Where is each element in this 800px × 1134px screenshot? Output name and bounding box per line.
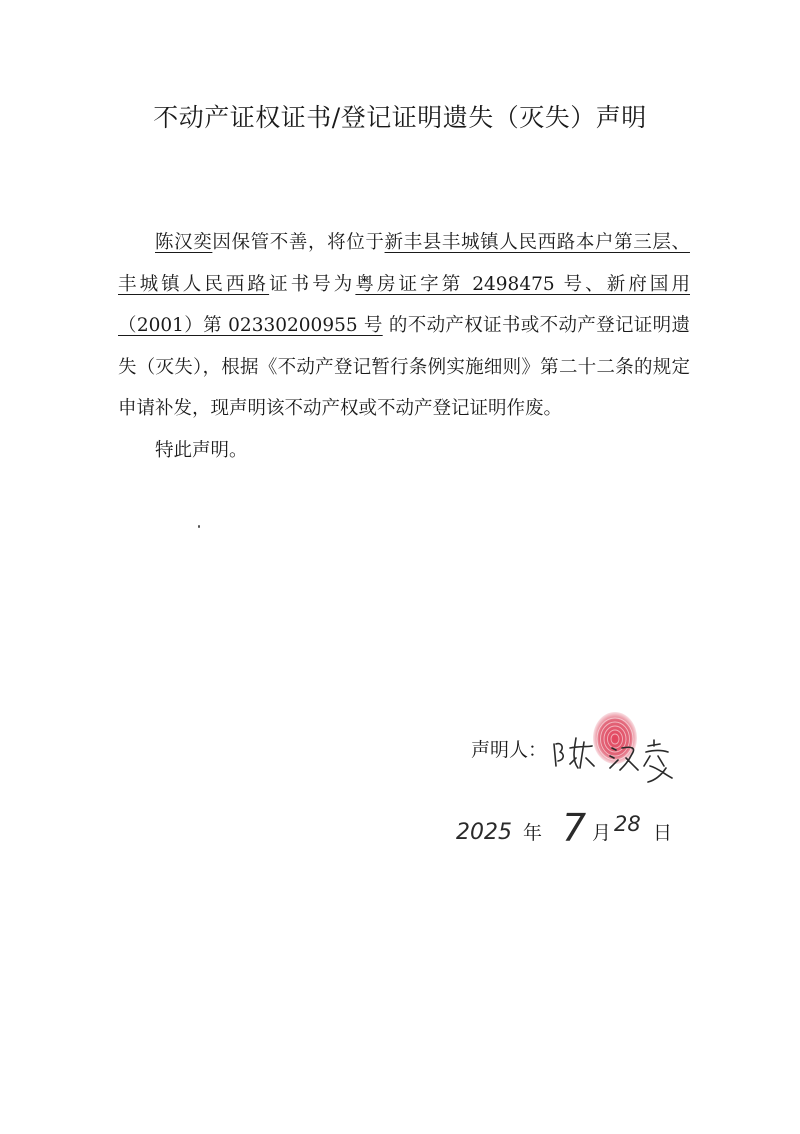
date-line [452, 800, 682, 870]
certificate-number: 粤房证字第 2498475 号、新府国用（2001）第 02330200955 号 [118, 273, 690, 336]
date-year-unit: 年 [523, 822, 543, 844]
declarant-label: 声明人： [471, 739, 548, 761]
date-day-unit: 日 [653, 822, 673, 844]
declaration-body [118, 222, 690, 471]
paragraph-text-1: 因保管不善，将位于 [212, 232, 385, 253]
declaration-paragraph [118, 222, 690, 430]
closing-statement: 特此声明。 [155, 439, 248, 461]
date-year: 2025 [456, 820, 512, 845]
paragraph-text-2: 证书号为 [269, 273, 356, 295]
signature-block [540, 708, 690, 798]
date-month: 7 [562, 806, 587, 850]
date-day: 28 [614, 812, 641, 836]
property-location: 新丰县丰城镇人民西路本户第三层、丰城镇人民西路 [118, 232, 690, 295]
date-month-unit: 月 [592, 822, 612, 844]
document-title: 不动产证权证书/登记证明遗失（灭失）声明 [153, 103, 647, 132]
paragraph-text-3: 的不动产权证书或不动产登记证明遗失（灭失），根据《不动产登记暂行条例实施细则》第二十二条的规定申请补发，现声明该不动产权或不动产登记证明作废。 [118, 315, 690, 419]
declarant-name: 陈汉奕 [155, 232, 213, 253]
paper-speck [198, 525, 200, 528]
